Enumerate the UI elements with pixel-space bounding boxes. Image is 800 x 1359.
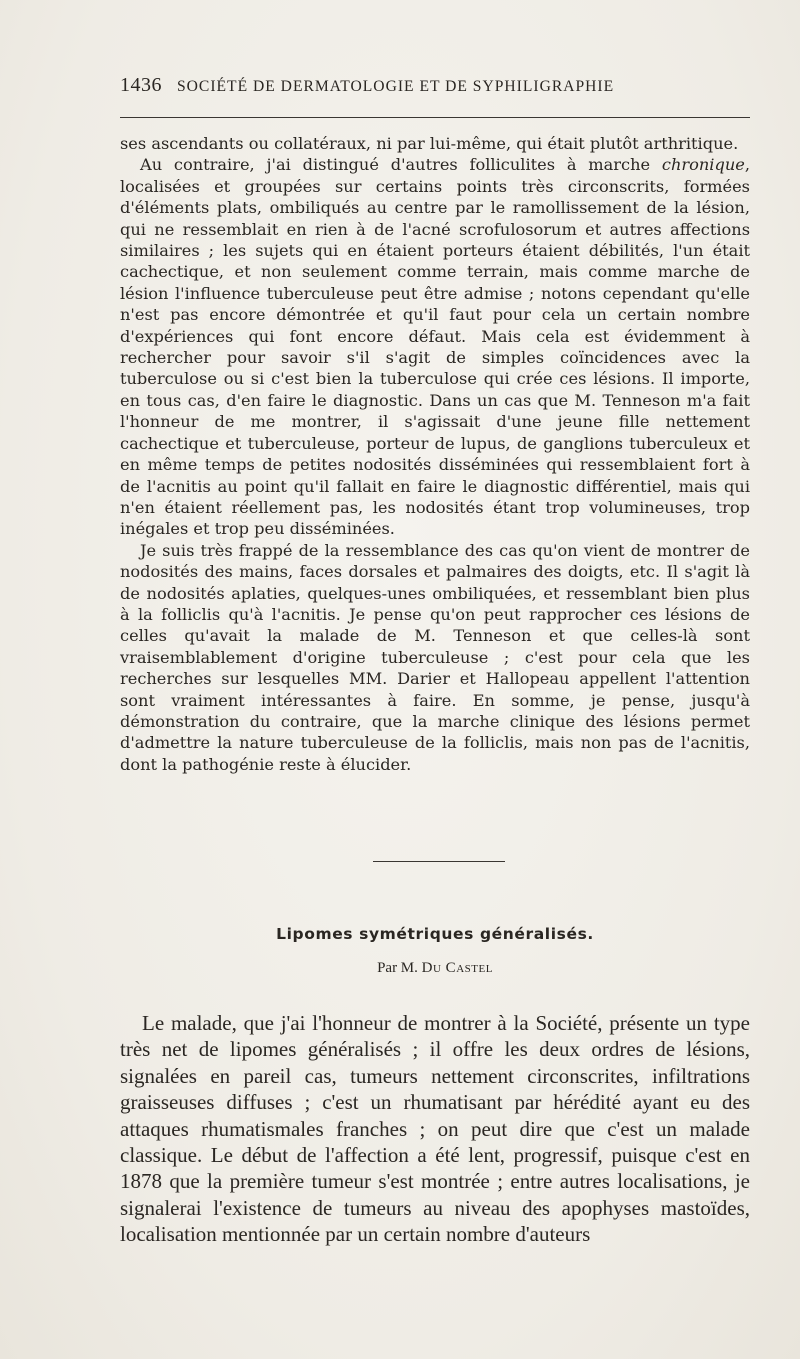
journal-title: SOCIÉTÉ DE DERMATOLOGIE ET DE SYPHILIGRAPHIE — [177, 78, 615, 95]
page-number: 1436 — [120, 74, 162, 96]
paragraph-text: Au contraire, j'ai distingué d'autres folliculites à marche — [140, 155, 662, 175]
paragraph: Le malade, que j'ai l'honneur de montrer à la Société, présente un type très net de lipomes généralisés ; il offre les deux ordres de lésions, signalées en pareil cas, tumeurs nettement circonscrites, infiltrations graisseuses diffuses ; c'est un rhumatisant par hérédité ayant eu des attaques rhumatismales franches ; on peut dire que c'est un malade classique. Le début de l'affection a été lent, progressif, puisque c'est en 1878 que la première tumeur s'est montrée ; entre autres localisations, je signalerai l'existence de tumeurs au niveau des apophyses mastoïdes, localisation mentionnée par un certain nombre d'auteurs — [120, 1011, 750, 1247]
continued-discussion — [120, 133, 750, 775]
article-body — [120, 1010, 750, 1248]
paragraph — [120, 154, 750, 539]
section-divider — [373, 861, 505, 862]
paragraph: Je suis très frappé de la ressemblance des cas qu'on vient de montrer de nodosités des mains, faces dorsales et palmaires des doigts, etc. Il s'agit là de nodosités aplaties, quelques-unes ombiliquées, et ressemblant bien plus à la folliclis qu'à l'acnitis. Je pense qu'on peut rapprocher ces lésions de celles qu'avait la malade de M. Tenneson et que celles-là sont vraisemblablement d'origine tuberculeuse ; c'est pour cela que les recherches sur lesquelles MM. Darier et Hallopeau appellent l'attention sont vraiment intéressantes à faire. En somme, je pense, jusqu'à démonstration du contraire, que la marche clinique des lésions permet d'admettre la nature tuberculeuse de la folliclis, mais non pas de l'acnitis, dont la pathogénie reste à élucider. — [120, 540, 750, 774]
author-line — [120, 960, 750, 977]
paragraph: ses ascendants ou collatéraux, ni par lui-même, qui était plutôt arthritique. — [120, 134, 739, 153]
author-name: Du Castel — [421, 960, 493, 976]
paragraph-text: , localisées et groupées sur certains points très circonscrits, formées d'éléments plats, ombiliqués au centre par le ramollissement de la lésion, qui ne ressemblait en rien à de l'acné scrofulosorum et autres affections similaires ; les sujets qui en étaient porteurs étaient débilités, l'un était cachectique, et non seulement comme terrain, mais comme marche de lésion l'influence tuberculeuse peut être admise ; notons cependant qu'elle n'est pas encore démontrée et qu'il faut pour cela un certain nombre d'expériences qui font encore défaut. Mais cela est évidemment à rechercher pour savoir s'il s'agit de simples coïncidences avec la tuberculose ou si c'est bien la tuberculose qui crée ces lésions. Il importe, en tous cas, d'en faire le diagnostic. Dans un cas que M. Tenneson m'a fait l'honneur de me montrer, il s'agissait d'une jeune fille nettement cachectique et tuberculeuse, porteur de lupus, de ganglions tuberculeux et en même temps de petites nodosités disséminées qui ressemblaient fort à de l'acnitis au point qu'il fallait en faire le diagnostic différentiel, mais qui n'en étaient réellement pas, les nodosités étant trop volumineuses, trop inégales et trop peu disséminées. — [120, 155, 750, 539]
author-prefix: Par M. — [377, 960, 418, 976]
running-head — [120, 74, 750, 97]
header-rule — [120, 117, 750, 118]
italic-term: chronique — [661, 155, 745, 175]
article-title: Lipomes symétriques généralisés. — [276, 925, 594, 943]
